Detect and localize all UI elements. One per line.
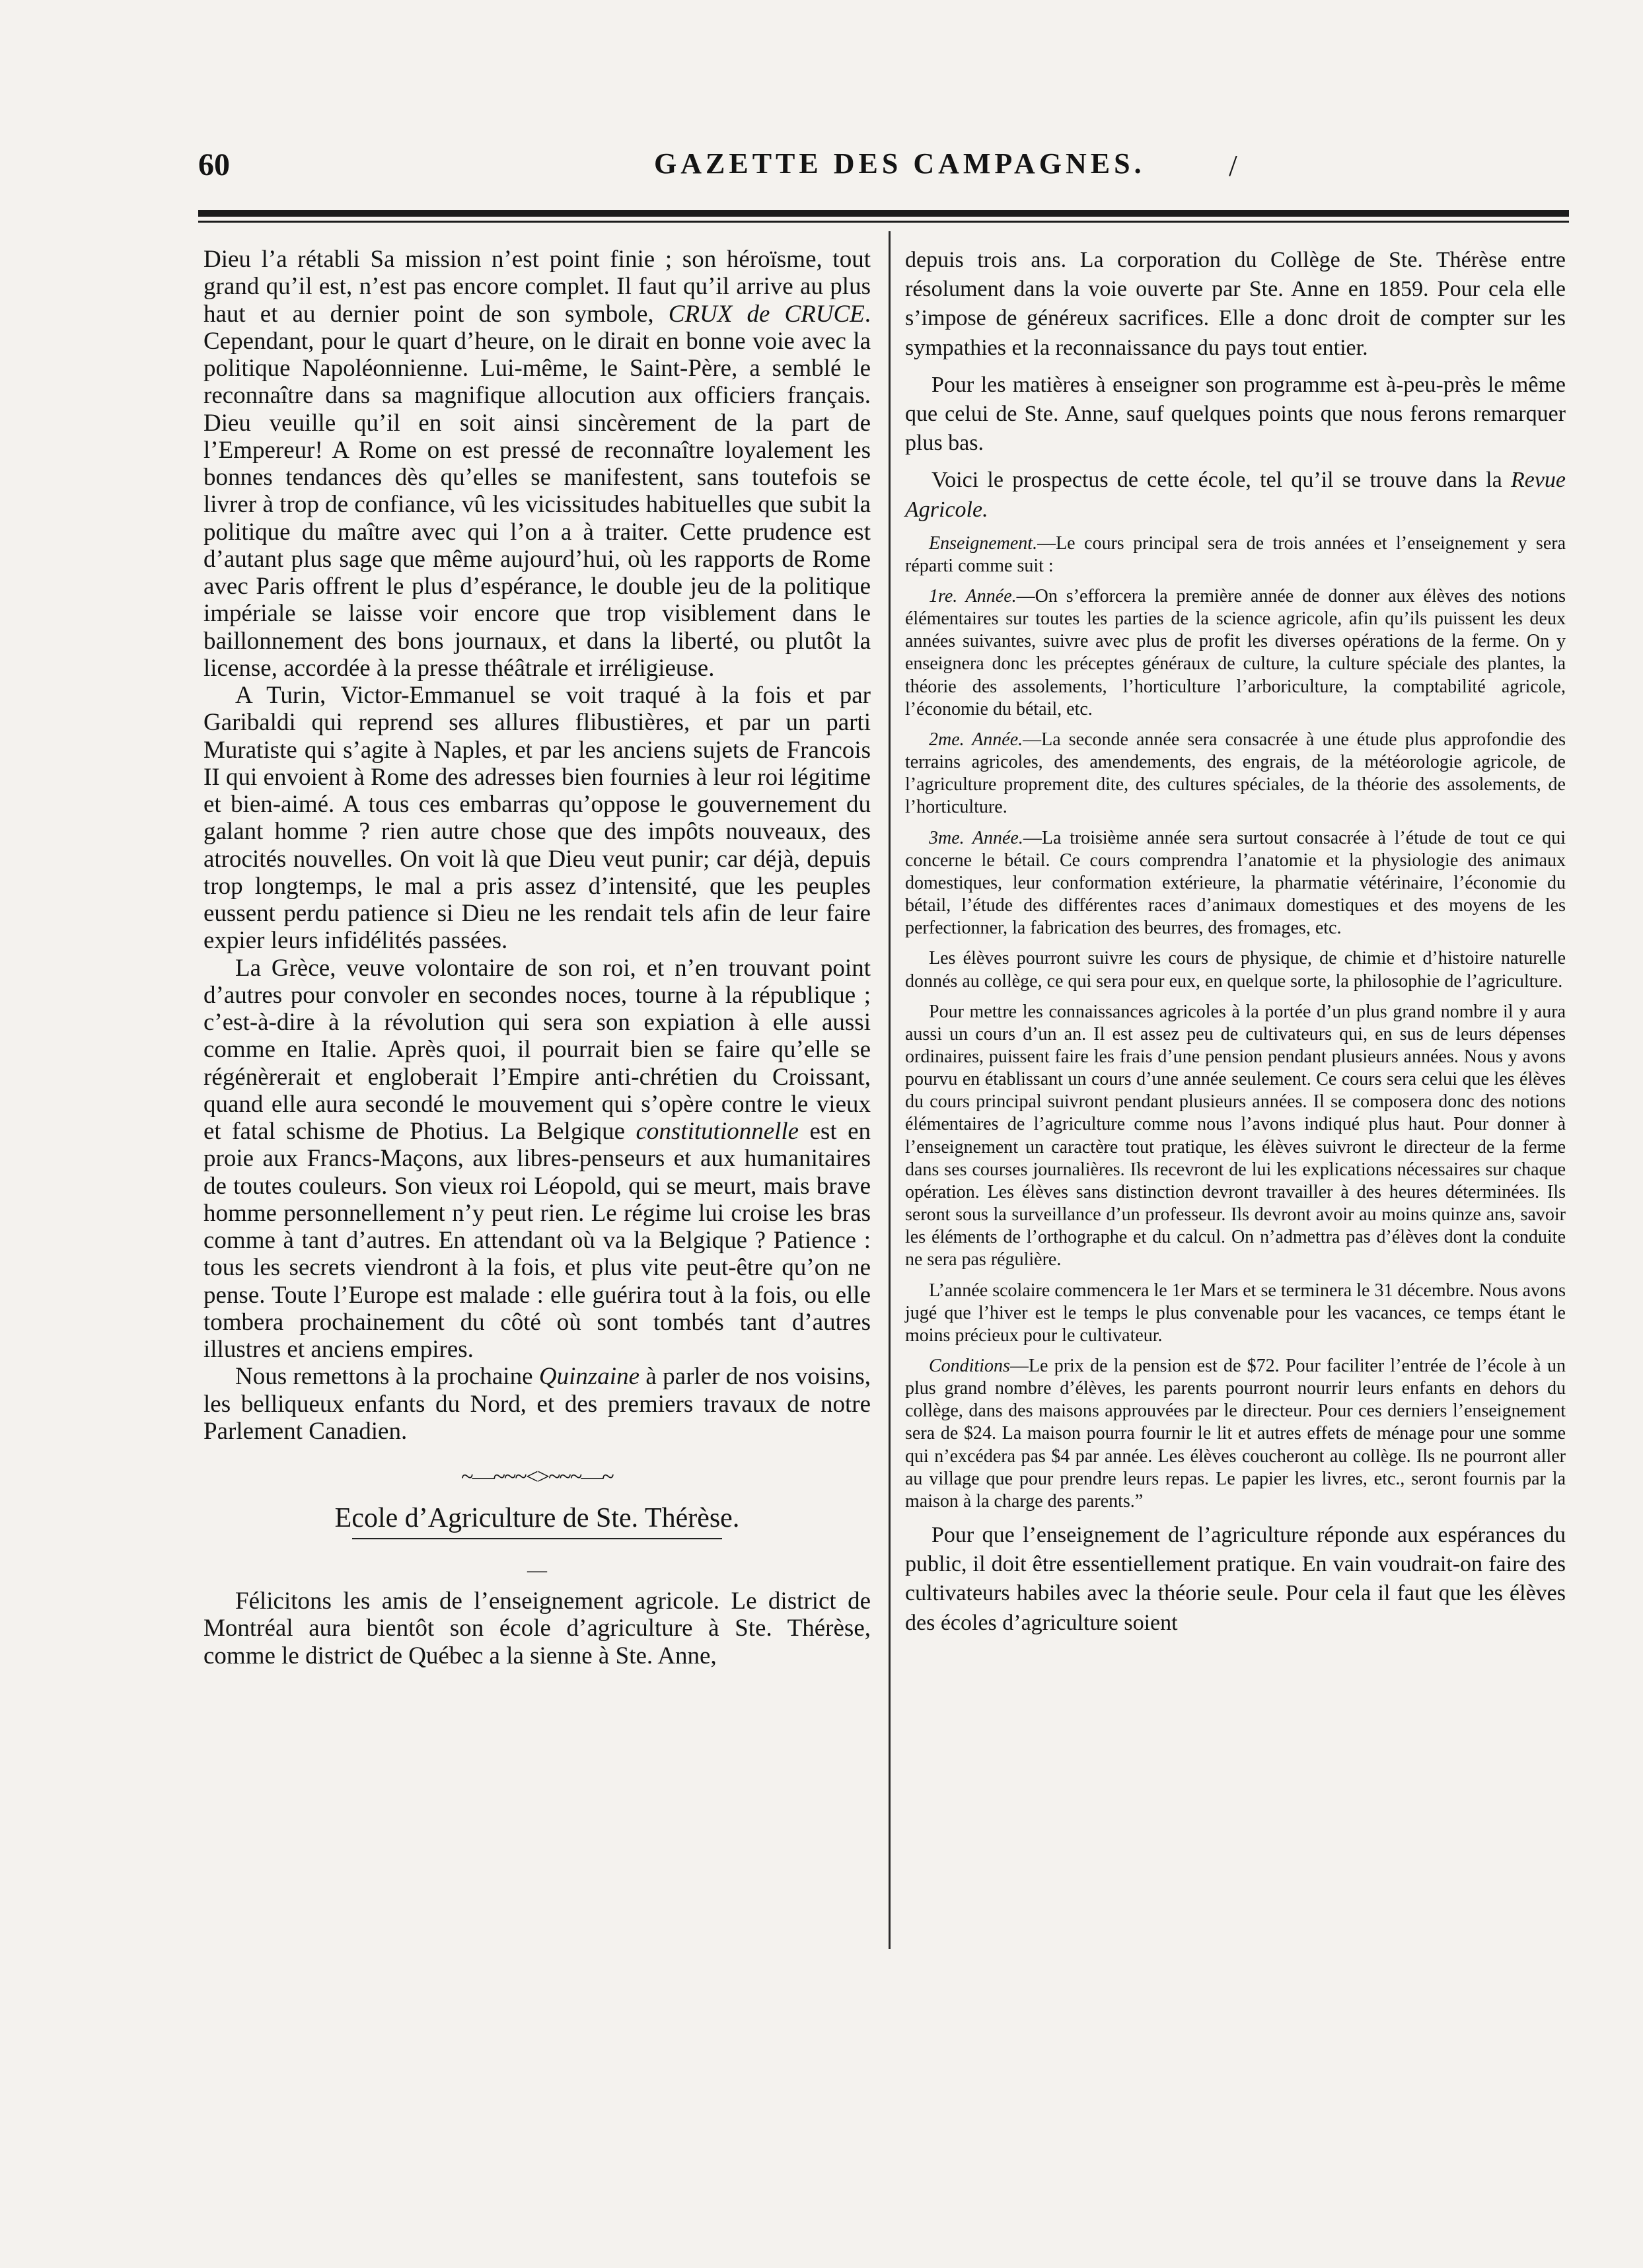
left-paragraph-5: Félicitons les amis de l’enseignement agricole. Le district de Montréal aura bientôt son école d’agriculture à Ste. Thérèse, comme le district de Québec a la sienne à Ste. Anne, [203,1588,871,1669]
right-column [905,246,1566,1638]
right-paragraph-1: depuis trois ans. La corporation du Collège de Ste. Thérèse entre résolument dans la voie ouverte par Ste. Anne en 1859. Pour cela elle s’impose de généreux sacrifices. Elle a donc droit de compter sur les sympathies et la reconnaissance du pays tout entier. [905,248,1566,360]
prospectus-conditions-text: —Le prix de la pension est de $72. Pour faciliter l’entrée de l’école à un plus grand nombre d’élèves, les parents pourront nourrir leurs enfants en dehors du collège, dans des maisons approuvées par le directeur. Pour ces derniers l’enseignement sera de $24. La maison pourra fournir le lit et autres effets de ménage pour une somme qui n’excédera pas $4 par année. Les élèves coucheront au collège. Ils ne pourront aller au village que pour prendre leurs repas. Le papier les livres, etc., seront fournis par la maison à la charge des parents.” [905,1356,1566,1512]
section-title-rule [352,1538,722,1539]
prospectus-cours-un-an: Pour mettre les connaissances agricoles à la portée d’un plus grand nombre il y aura aussi un cours d’un an. Il est assez peu de cultivateurs qui, en sus de leurs dépenses ordinaires, puissent faire les frais d’une pension pendant plusieurs années. Nous y avons pourvu en établissant un cours d’une année seulement. Ce cours sera celui que les élèves du cours principal suivront pendant plusieurs années. Il se composera donc des notions élémentaires de l’agriculture comme nous l’avons indiqué plus haut. Pour donner à l’enseignement un caractère tout pratique, les élèves suivront le directeur de la ferme dans ses courses journalières. Ils recevront de lui les explications nécessaires sur chaque opération. Les élèves sans distinction devront travailler à des heures déterminées. Ils seront sous la surveillance d’un professeur. Ils devront avoir au moins quinze ans, savoir les éléments de l’orthographe et du calcul. On n’admettra pas d’élèves dont la conduite ne sera pas régulière. [905,1001,1566,1270]
right-paragraph-4: Pour que l’enseignement de l’agriculture réponde aux espérances du public, il doit être essentiellement pratique. En vain voudrait-on faire des cultivateurs habiles avec la théorie seule. Pour cela il faut que les élèves des écoles d’agriculture soient [905,1523,1566,1635]
prospectus-enseignement [905,532,1566,577]
prospectus-annee-scolaire: L’année scolaire commencera le 1er Mars et se terminera le 31 décembre. Nous avons jugé que l’hiver est le temps le plus convenable pour les vacances, ce temps étant le moins précieux pour le cultivateur. [905,1280,1566,1346]
left-p4-text-b: à parler de nos voisins, les belliqueux enfants du Nord, et des premiers travaux de notre Parlement Canadien. [203,1363,871,1445]
prospectus-annee-2-label: 2me. Année. [929,729,1023,750]
prospectus-annee-3 [905,827,1566,940]
right-paragraph-3 [905,466,1566,524]
left-p4-italic: Quinzaine [538,1363,639,1391]
prospectus-annee-3-text: —La troisième année sera surtout consacrée à l’étude de tout ce qui concerne le bétail. Ce cours comprendra l’anatomie et la physiologie des animaux domestiques, leur conformation extérieure, la pharmatie vétérinaire, l’économie du bétail, l’étude des différentes races d’animaux domestiques et des moyens de les perfectionner, la fabrication des beurres, des fromages, etc. [905,827,1566,939]
section-dash: — [527,1558,547,1581]
left-p3-italic: constitutionnelle [636,1118,799,1145]
prospectus-enseignement-text: —Le cours principal sera de trois années et l’enseignement y sera réparti comme suit : [905,532,1566,576]
header-rule-thick [198,210,1569,217]
prospectus-annee-1-label: 1re. Année. [929,586,1017,606]
page-number: 60 [198,147,230,182]
left-paragraph-3 [203,955,871,1364]
left-column [203,246,871,1669]
prospectus-annee-3-label: 3me. Année. [929,827,1023,848]
running-title: GAZETTE DES CAMPAGNES. [654,147,1146,180]
page-header [198,147,1566,186]
left-paragraph-1 [203,246,871,682]
prospectus-enseignement-label: Enseignement. [929,532,1038,554]
right-p3-italic: Revue Agricole. [905,468,1566,522]
left-paragraph-4 [203,1363,871,1445]
prospectus-annee-2 [905,729,1566,819]
prospectus-cours-naturels: Les élèves pourront suivre les cours de physique, de chimie et d’histoire naturelle donnés au collège, ce qui sera pour eux, en quelque sorte, la philosophie de l’agriculture. [905,948,1566,992]
prospectus-annee-2-text: —La seconde année sera consacrée à une étude plus approfondie des terrains agricoles, des amendements, des engrais, de la météorologie agricole, de l’agriculture proprement dite, des cultures spéciales, de la théorie des assolements, de l’horticulture. [905,729,1566,818]
left-p1-text-b: . Cependant, pour le quart d’heure, on le dirait en bonne voie avec la politique Napoléonnienne. Lui-même, le Saint-Père, a semblé le reconnaître dans sa magnifique allocution aux officiers français. Dieu veuille qu’il en soit ainsi sincèrement de la part de l’Empereur! A Rome on est pressé de reconnaître loyalement les bonnes tendances dès qu’elles se manifestent, sans toutefois se livrer à trop de confiance, vû les vicissitudes habituelles que subit la politique du maître avec qui l’on a à traiter. Cette prudence est d’autant plus sage que même aujourd’hui, où les rapports de Rome avec Paris offrent le plus d’espérance, le double jeu de la politique impériale se laisse voir encore que trop visiblement dans le baillonnement des bons journaux, et dans la liberté, ou plutôt la license, accordée à la presse théâtrale et irréligieuse. [203,300,871,682]
left-p3-text-b: est en proie aux Francs-Maçons, aux libres-penseurs et aux humanitaires de toutes couleurs. Son vieux roi Léopold, qui se meurt, mais brave homme personnellement n’y peut rien. Le régime lui croise les bras comme à tant d’autres. En attendant où va la Belgique ? Patience : tous les secrets viendront à la fois, et plus vite peut-être qu’on ne pense. Toute l’Europe est malade : elle guérira tout à la fois, ou elle tombera prochainement du côté où sont tombés tant d’autres illustres et anciens empires. [203,1118,871,1363]
left-p1-symbol: CRUX de CRUCE [668,300,865,328]
section-ornament: ~—~~~<>~~~—~ [461,1465,613,1489]
prospectus-conditions-label: Conditions [929,1356,1010,1376]
column-divider [889,231,891,1949]
right-paragraph-2: Pour les matières à enseigner son programme est à-peu-près le même que celui de Ste. Anne, sauf quelques points que nous ferons remarquer plus bas. [905,372,1566,456]
header-rule-thin [198,221,1569,223]
header-mark: / [1229,149,1237,182]
left-p4-text-a: Nous remettons à la prochaine [235,1363,539,1391]
left-paragraph-2: A Turin, Victor-Emmanuel se voit traqué à la fois et par Garibaldi qui reprend ses allures flibustières, et par un parti Muratiste qui s’agite à Naples, et par les anciens sujets de Francois II qui envoient à Rome des adresses bien fournies à leur roi légitime et bien-aimé. A tous ces embarras qu’oppose le gouvernement du galant homme ? rien autre chose que des impôts nouveaux, des atrocités nouvelles. On voit là que Dieu veut punir; car déjà, depuis trop longtemps, le mal a pris assez d’intensité, que les peuples eussent perdu patience si Dieu ne les rendait tels afin de leur faire expier leurs infidélités passées. [203,682,871,955]
left-p3-text-a: La Grèce, veuve volontaire de son roi, et n’en trouvant point d’autres pour convoler en secondes noces, tourne à la république ; c’est-à-dire à la révolution qui sera son expiation à elle aussi comme en Italie. Après quoi, il pourrait bien se faire qu’elle se régénèrerait et engloberait l’Empire anti-chrétien du Croissant, quand elle aura secondé le mouvement qui s’opère contre le vieux et fatal schisme de Photius. La Belgique [203,954,871,1145]
left-p1-text-a: Dieu l’a rétabli Sa mission n’est point finie ; son héroïsme, tout grand qu’il est, n’est pas encore complet. Il faut qu’il arrive au plus haut et au dernier point de son symbole, [203,246,871,328]
right-p3-text: Voici le prospectus de cette école, tel qu’il se trouve dans la [931,468,1511,493]
prospectus-annee-1-text: —On s’efforcera la première année de donner aux élèves des notions élémentaires sur toutes les parties de la science agricole, afin qu’ils puissent les deux années suivantes, suivre avec plus de profit les diverses opérations de la ferme. On y enseignera donc les préceptes généraux de culture, la culture spéciale des plantes, la théorie des assolements, l’horticulture l’arboriculture, la comptabilité agricole, l’économie du bétail, etc. [905,586,1566,719]
prospectus-conditions [905,1355,1566,1513]
prospectus-annee-1 [905,585,1566,721]
section-title: Ecole d’Agriculture de Ste. Thérèse. [334,1502,740,1533]
